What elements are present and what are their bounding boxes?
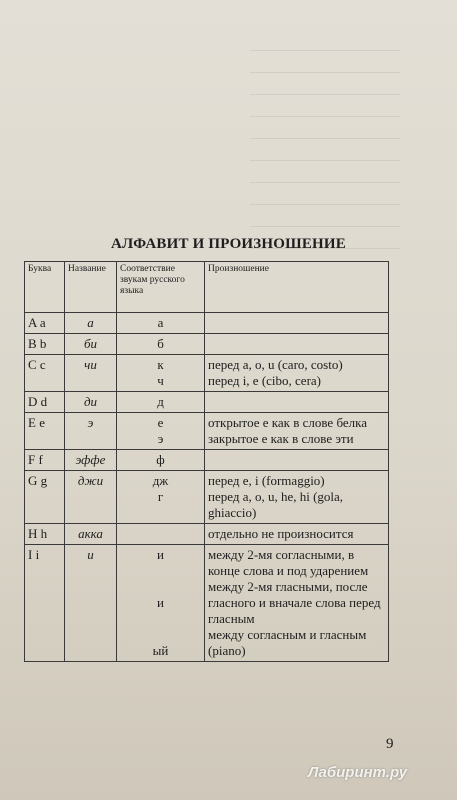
pronunciation-text: перед a, o, u, he, hi (gola, ghiaccio) xyxy=(208,489,344,520)
name-cell: джи xyxy=(65,471,117,524)
table-row xyxy=(25,334,389,355)
pronunciation-cell xyxy=(205,392,389,413)
pronunciation-text: между согласным и гласным (piano) xyxy=(208,627,367,658)
column-header-letter: Буква xyxy=(25,262,65,313)
letter-cell: H h xyxy=(25,524,65,545)
pronunciation-cell xyxy=(205,471,389,524)
pronunciation-text: перед i, e (cibo, cera) xyxy=(208,373,322,388)
pronunciation-cell xyxy=(205,413,389,450)
sound-value: и xyxy=(157,547,164,562)
sound-value: ч xyxy=(157,373,164,388)
name-cell: и xyxy=(65,545,117,662)
sound-cell xyxy=(117,355,205,392)
sound-cell xyxy=(117,413,205,450)
name-cell: э xyxy=(65,413,117,450)
alphabet-table xyxy=(24,261,389,662)
sound-value: э xyxy=(157,431,164,446)
sound-value: г xyxy=(157,489,164,504)
letter-cell: G g xyxy=(25,471,65,524)
pronunciation-cell xyxy=(205,313,389,334)
column-header-pronunciation: Произношение xyxy=(205,262,389,313)
letter-cell: A a xyxy=(25,313,65,334)
page-title: АЛФАВИТ И ПРОИЗНОШЕНИЕ xyxy=(111,236,346,252)
sound-cell xyxy=(117,334,205,355)
sound-value: а xyxy=(157,315,164,330)
pronunciation-text: перед a, o, u (caro, costo) xyxy=(208,357,343,372)
pronunciation-cell xyxy=(205,450,389,471)
name-cell: эффе xyxy=(65,450,117,471)
bleed-through-text xyxy=(250,50,400,260)
pronunciation-cell xyxy=(205,334,389,355)
table-row xyxy=(25,355,389,392)
pronunciation-cell xyxy=(205,355,389,392)
sound-value: ф xyxy=(156,452,165,467)
sound-value: ый xyxy=(152,643,169,658)
sound-value: б xyxy=(157,336,164,351)
page-number: 9 xyxy=(386,736,394,752)
name-cell: ди xyxy=(65,392,117,413)
pronunciation-cell xyxy=(205,524,389,545)
letter-cell: B b xyxy=(25,334,65,355)
pronunciation-text: закрытое e как в слове эти xyxy=(208,431,354,446)
name-cell: акка xyxy=(65,524,117,545)
watermark-logo: Лабиринт.ру xyxy=(308,764,408,781)
sound-cell xyxy=(117,313,205,334)
letter-cell: D d xyxy=(25,392,65,413)
table-header-row xyxy=(25,262,389,313)
sound-cell xyxy=(117,392,205,413)
pronunciation-text: между 2-мя согласными, в конце слова и под ударением xyxy=(208,547,369,578)
pronunciation-text: между 2-мя гласными, после гласного и вначале слова перед гласным xyxy=(208,579,381,626)
letter-cell: E e xyxy=(25,413,65,450)
table-row xyxy=(25,471,389,524)
table-row xyxy=(25,413,389,450)
column-header-sound: Соответствие звукам русского языка xyxy=(117,262,205,313)
sound-value: и xyxy=(157,595,164,610)
sound-value: д xyxy=(157,394,164,409)
sound-cell xyxy=(117,524,205,545)
name-cell: а xyxy=(65,313,117,334)
column-header-name: Название xyxy=(65,262,117,313)
table-row xyxy=(25,392,389,413)
table-row xyxy=(25,450,389,471)
pronunciation-text: отдельно не произносится xyxy=(208,526,354,541)
name-cell: би xyxy=(65,334,117,355)
sound-cell xyxy=(117,545,205,662)
pronunciation-cell xyxy=(205,545,389,662)
name-cell: чи xyxy=(65,355,117,392)
table-row xyxy=(25,524,389,545)
sound-value: е xyxy=(157,415,164,430)
pronunciation-text: перед e, i (formaggio) xyxy=(208,473,325,488)
sound-cell xyxy=(117,471,205,524)
letter-cell: I i xyxy=(25,545,65,662)
letter-cell: F f xyxy=(25,450,65,471)
letter-cell: C c xyxy=(25,355,65,392)
sound-value: дж xyxy=(152,473,169,488)
table-row xyxy=(25,545,389,662)
sound-value: к xyxy=(157,357,164,372)
sound-cell xyxy=(117,450,205,471)
pronunciation-text: открытое e как в слове белка xyxy=(208,415,368,430)
table-row xyxy=(25,313,389,334)
